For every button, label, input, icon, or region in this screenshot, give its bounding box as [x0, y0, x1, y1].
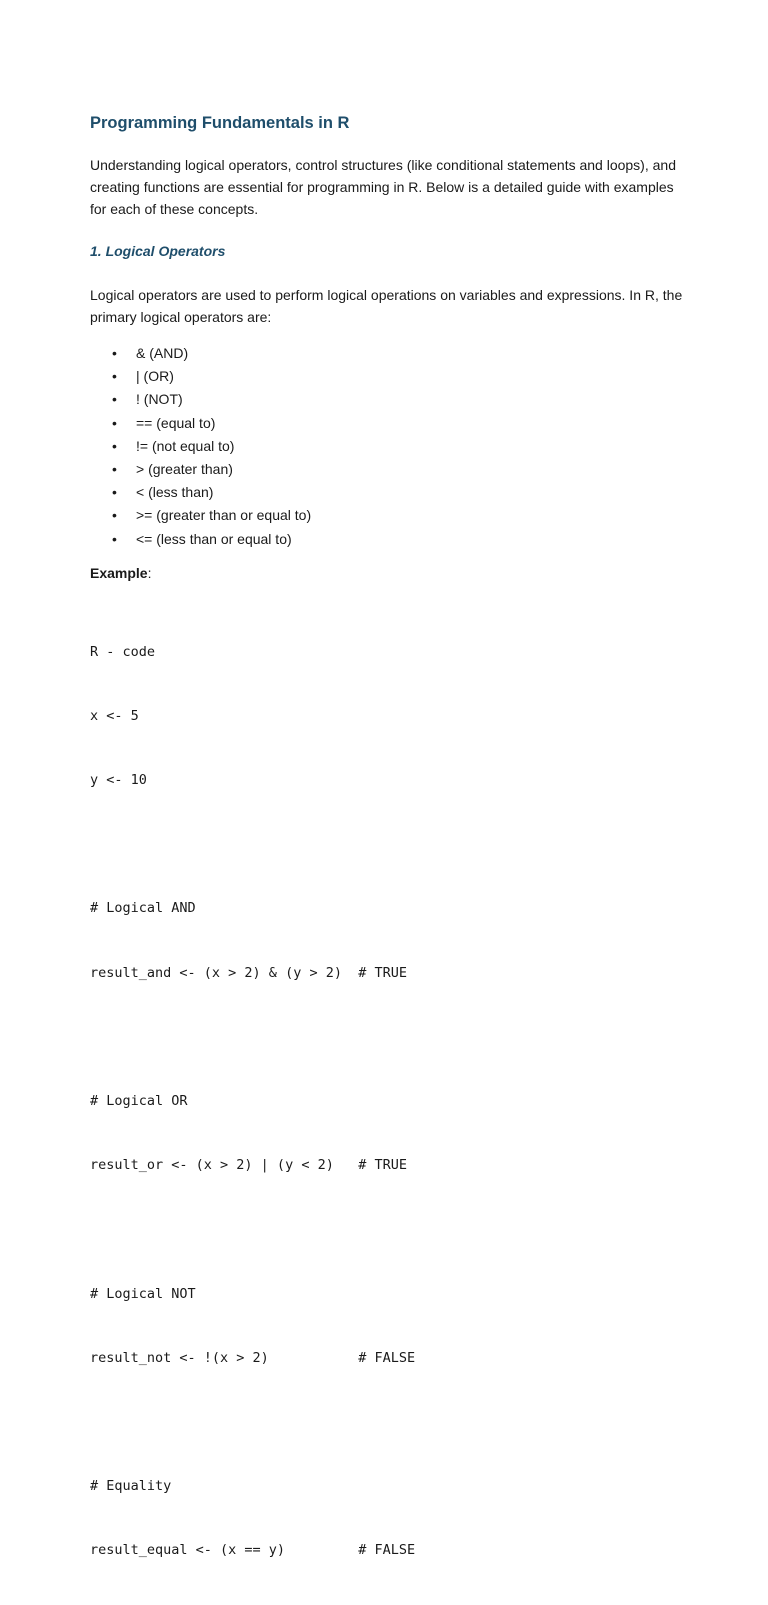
code-line: R - code	[90, 643, 156, 660]
operator-text: == (equal to)	[136, 414, 216, 431]
list-item	[90, 388, 686, 411]
bullet-icon: •	[112, 414, 117, 431]
operator-text: != (not equal to)	[136, 437, 235, 454]
code-blank-line	[90, 1219, 686, 1240]
code-block	[90, 599, 686, 1605]
code-line: # Logical AND	[90, 900, 196, 917]
operator-text: > (greater than)	[136, 460, 233, 477]
bullet-icon: •	[112, 368, 117, 385]
section-heading-logical-operators: 1. Logical Operators	[90, 243, 226, 259]
code-line: result_and <- (x > 2) & (y > 2) # TRUE	[90, 964, 407, 981]
logical-operators-paragraph: Logical operators are used to perform logical operations on variables and expressions. In R, the primary logical operators are:	[90, 287, 683, 325]
code-line: y <- 10	[90, 771, 147, 788]
example-label-bold: Example	[90, 564, 148, 581]
list-item	[90, 458, 686, 481]
bullet-icon: •	[112, 391, 117, 408]
list-item	[90, 504, 686, 527]
list-item	[90, 365, 686, 388]
list-item	[90, 528, 686, 551]
code-line: result_or <- (x > 2) | (y < 2) # TRUE	[90, 1157, 407, 1174]
operator-text: < (less than)	[136, 484, 214, 501]
intro-paragraph: Understanding logical operators, control structures (like conditional statements and loops), and creating functions are essential for programming in R. Below is a detailed guide with examples for each of these concepts.	[90, 157, 676, 217]
code-blank-line	[90, 834, 686, 855]
list-item	[90, 412, 686, 435]
code-line: # Equality	[90, 1478, 172, 1495]
page-title: Programming Fundamentals in R	[90, 114, 350, 132]
bullet-icon: •	[112, 530, 117, 547]
list-item	[90, 342, 686, 365]
example-label-colon: :	[147, 564, 152, 581]
bullet-icon: •	[112, 484, 117, 501]
bullet-icon: •	[112, 507, 117, 524]
list-item	[90, 481, 686, 504]
bullet-icon: •	[112, 437, 117, 454]
code-line: x <- 5	[90, 707, 139, 724]
bullet-icon: •	[112, 345, 117, 361]
operator-text: <= (less than or equal to)	[136, 530, 292, 547]
code-line: # Logical NOT	[90, 1285, 196, 1302]
operator-text: ! (NOT)	[136, 391, 183, 408]
operator-text: & (AND)	[136, 345, 189, 361]
document-page	[90, 112, 686, 1605]
operator-text: >= (greater than or equal to)	[136, 507, 312, 524]
bullet-icon: •	[112, 460, 117, 477]
example-label	[90, 562, 686, 584]
code-line: result_equal <- (x == y) # FALSE	[90, 1542, 416, 1559]
code-blank-line	[90, 1027, 686, 1048]
code-line: result_not <- !(x > 2) # FALSE	[90, 1349, 416, 1366]
code-blank-line	[90, 1412, 686, 1433]
operator-text: | (OR)	[136, 368, 174, 385]
code-line: # Logical OR	[90, 1092, 188, 1109]
operator-list	[90, 342, 686, 551]
list-item	[90, 435, 686, 458]
